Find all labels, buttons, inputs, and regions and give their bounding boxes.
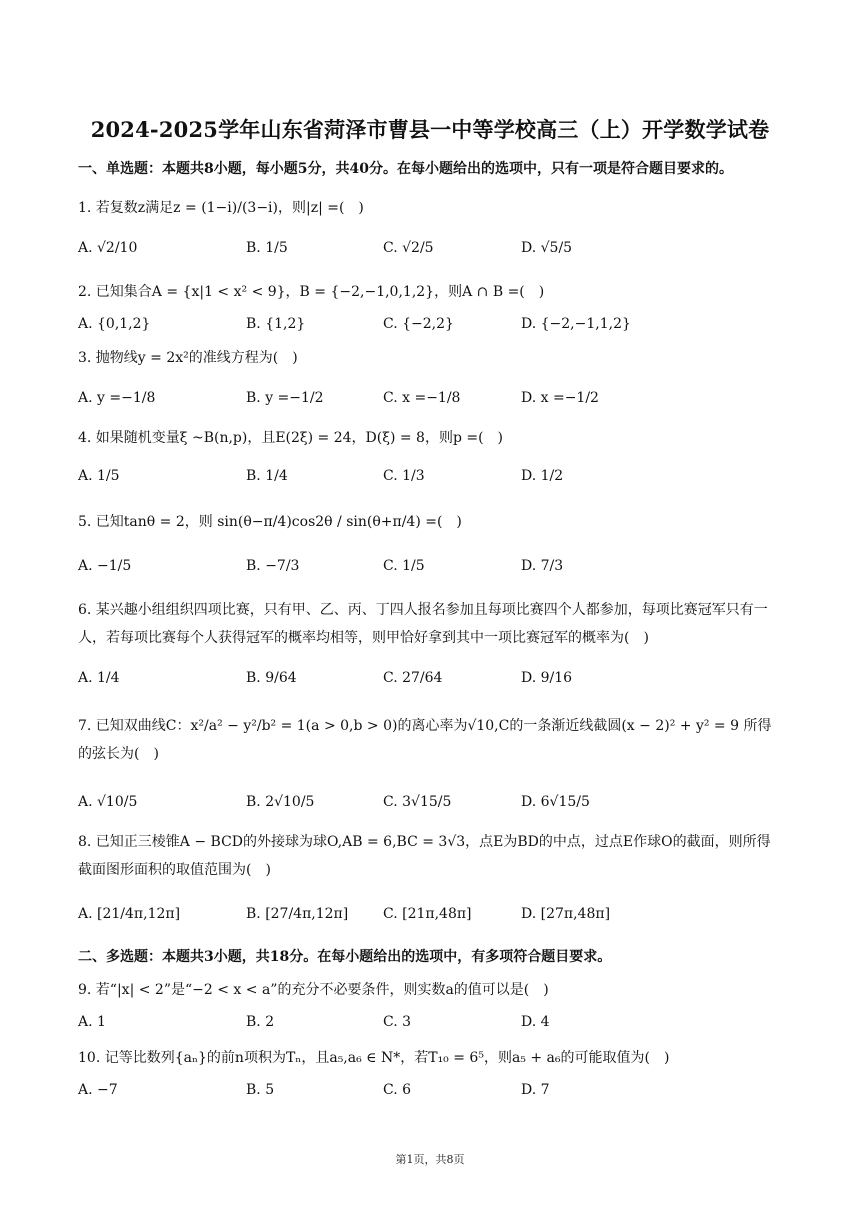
options-7 xyxy=(78,794,783,826)
option-a[interactable]: A. √2/10 xyxy=(78,240,138,256)
question-5: 5. 已知tanθ = 2，则 sin(θ−π/4)cos2θ / sin(θ+π/4) =( ) xyxy=(78,514,462,530)
option-c[interactable]: C. [21π,48π] xyxy=(383,906,472,922)
question-6: 6. 某兴趣小组组织四项比赛，只有甲、乙、丙、丁四人报名参加且每项比赛四个人都参加，每项比赛冠军只有一人，若每项比赛每个人获得冠军的概率均相等，则甲恰好拿到其中一项比赛冠军的概率为( ) xyxy=(78,602,768,646)
option-c[interactable]: C. 27/64 xyxy=(383,670,443,686)
option-a[interactable]: A. √10/5 xyxy=(78,794,138,810)
options-9 xyxy=(78,1014,783,1046)
options-8 xyxy=(78,906,783,938)
option-d[interactable]: D. x =−1/2 xyxy=(521,390,599,406)
question-8: 8. 已知正三棱锥A − BCD的外接球为球O,AB = 6,BC = 3√3，点E为BD的中点，过点E作球O的截面，则所得截面图形面积的取值范围为( ) xyxy=(78,834,771,878)
option-d[interactable]: D. 9/16 xyxy=(521,670,573,686)
option-b[interactable]: B. 9/64 xyxy=(246,670,297,686)
section-single-choice: 一、单选题：本题共8小题，每小题5分，共40分。在每小题给出的选项中，只有一项是符合题目要求的。 xyxy=(78,161,733,177)
option-b[interactable]: B. 2 xyxy=(246,1014,275,1030)
option-c[interactable]: C. x =−1/8 xyxy=(383,390,461,406)
option-d[interactable]: D. 1/2 xyxy=(521,468,564,484)
option-b[interactable]: B. y =−1/2 xyxy=(246,390,324,406)
options-10 xyxy=(78,1082,783,1114)
options-3 xyxy=(78,390,783,422)
options-5 xyxy=(78,558,783,590)
option-d[interactable]: D. 6√15/5 xyxy=(521,794,590,810)
option-d[interactable]: D. 7/3 xyxy=(521,558,564,574)
options-6 xyxy=(78,670,783,702)
option-a[interactable]: A. 1/4 xyxy=(78,670,120,686)
option-a[interactable]: A. y =−1/8 xyxy=(78,390,156,406)
option-c[interactable]: C. √2/5 xyxy=(383,240,434,256)
option-a[interactable]: A. 1/5 xyxy=(78,468,120,484)
option-d[interactable]: D. 4 xyxy=(521,1014,550,1030)
question-4: 4. 如果随机变量ξ ~B(n,p)，且E(2ξ) = 24，D(ξ) = 8，则p =( ) xyxy=(78,430,504,446)
page-title: 2024-2025学年山东省菏泽市曹县一中等学校高三（上）开学数学试卷 xyxy=(90,117,770,142)
section-multi-choice: 二、多选题：本题共3小题，共18分。在每小题给出的选项中，有多项符合题目要求。 xyxy=(78,949,612,965)
option-c[interactable]: C. 6 xyxy=(383,1082,412,1098)
option-d[interactable]: D. {−2,−1,1,2} xyxy=(521,316,631,332)
option-a[interactable]: A. −7 xyxy=(78,1082,118,1098)
option-b[interactable]: B. −7/3 xyxy=(246,558,300,574)
option-c[interactable]: C. 1/5 xyxy=(383,558,425,574)
option-b[interactable]: B. [27/4π,12π] xyxy=(246,906,349,922)
options-4 xyxy=(78,468,783,500)
options-1 xyxy=(78,240,783,272)
option-c[interactable]: C. 3 xyxy=(383,1014,412,1030)
option-a[interactable]: A. {0,1,2} xyxy=(78,316,151,332)
option-c[interactable]: C. 1/3 xyxy=(383,468,425,484)
option-b[interactable]: B. {1,2} xyxy=(246,316,306,332)
option-d[interactable]: D. √5/5 xyxy=(521,240,573,256)
option-c[interactable]: C. {−2,2} xyxy=(383,316,454,332)
question-2: 2. 已知集合A = {x|1 < x² < 9}，B = {−2,−1,0,1,2}，则A ∩ B =( ) xyxy=(78,284,545,300)
option-d[interactable]: D. 7 xyxy=(521,1082,550,1098)
option-b[interactable]: B. 5 xyxy=(246,1082,275,1098)
option-a[interactable]: A. 1 xyxy=(78,1014,106,1030)
question-9: 9. 若“|x| < 2”是“−2 < x < a”的充分不必要条件，则实数a的值可以是( ) xyxy=(78,982,549,998)
question-1: 1. 若复数z满足z = (1−i)/(3−i)，则|z| =( ) xyxy=(78,200,364,216)
question-10: 10. 记等比数列{aₙ}的前n项积为Tₙ，且a₅,a₆ ∈ N*，若T₁₀ = 6⁵，则a₅ + a₆的可能取值为( ) xyxy=(78,1050,670,1066)
question-3: 3. 抛物线y = 2x²的准线方程为( ) xyxy=(78,350,298,366)
page-footer: 第1页，共8页 xyxy=(395,1153,465,1166)
option-c[interactable]: C. 3√15/5 xyxy=(383,794,452,810)
option-d[interactable]: D. [27π,48π] xyxy=(521,906,611,922)
option-b[interactable]: B. 2√10/5 xyxy=(246,794,315,810)
option-b[interactable]: B. 1/4 xyxy=(246,468,288,484)
question-7: 7. 已知双曲线C：x²/a² − y²/b² = 1(a > 0,b > 0)的离心率为√10,C的一条渐近线截圆(x − 2)² + y² = 9 所得的弦长为( ) xyxy=(78,718,772,762)
option-b[interactable]: B. 1/5 xyxy=(246,240,288,256)
option-a[interactable]: A. [21/4π,12π] xyxy=(78,906,181,922)
option-a[interactable]: A. −1/5 xyxy=(78,558,132,574)
